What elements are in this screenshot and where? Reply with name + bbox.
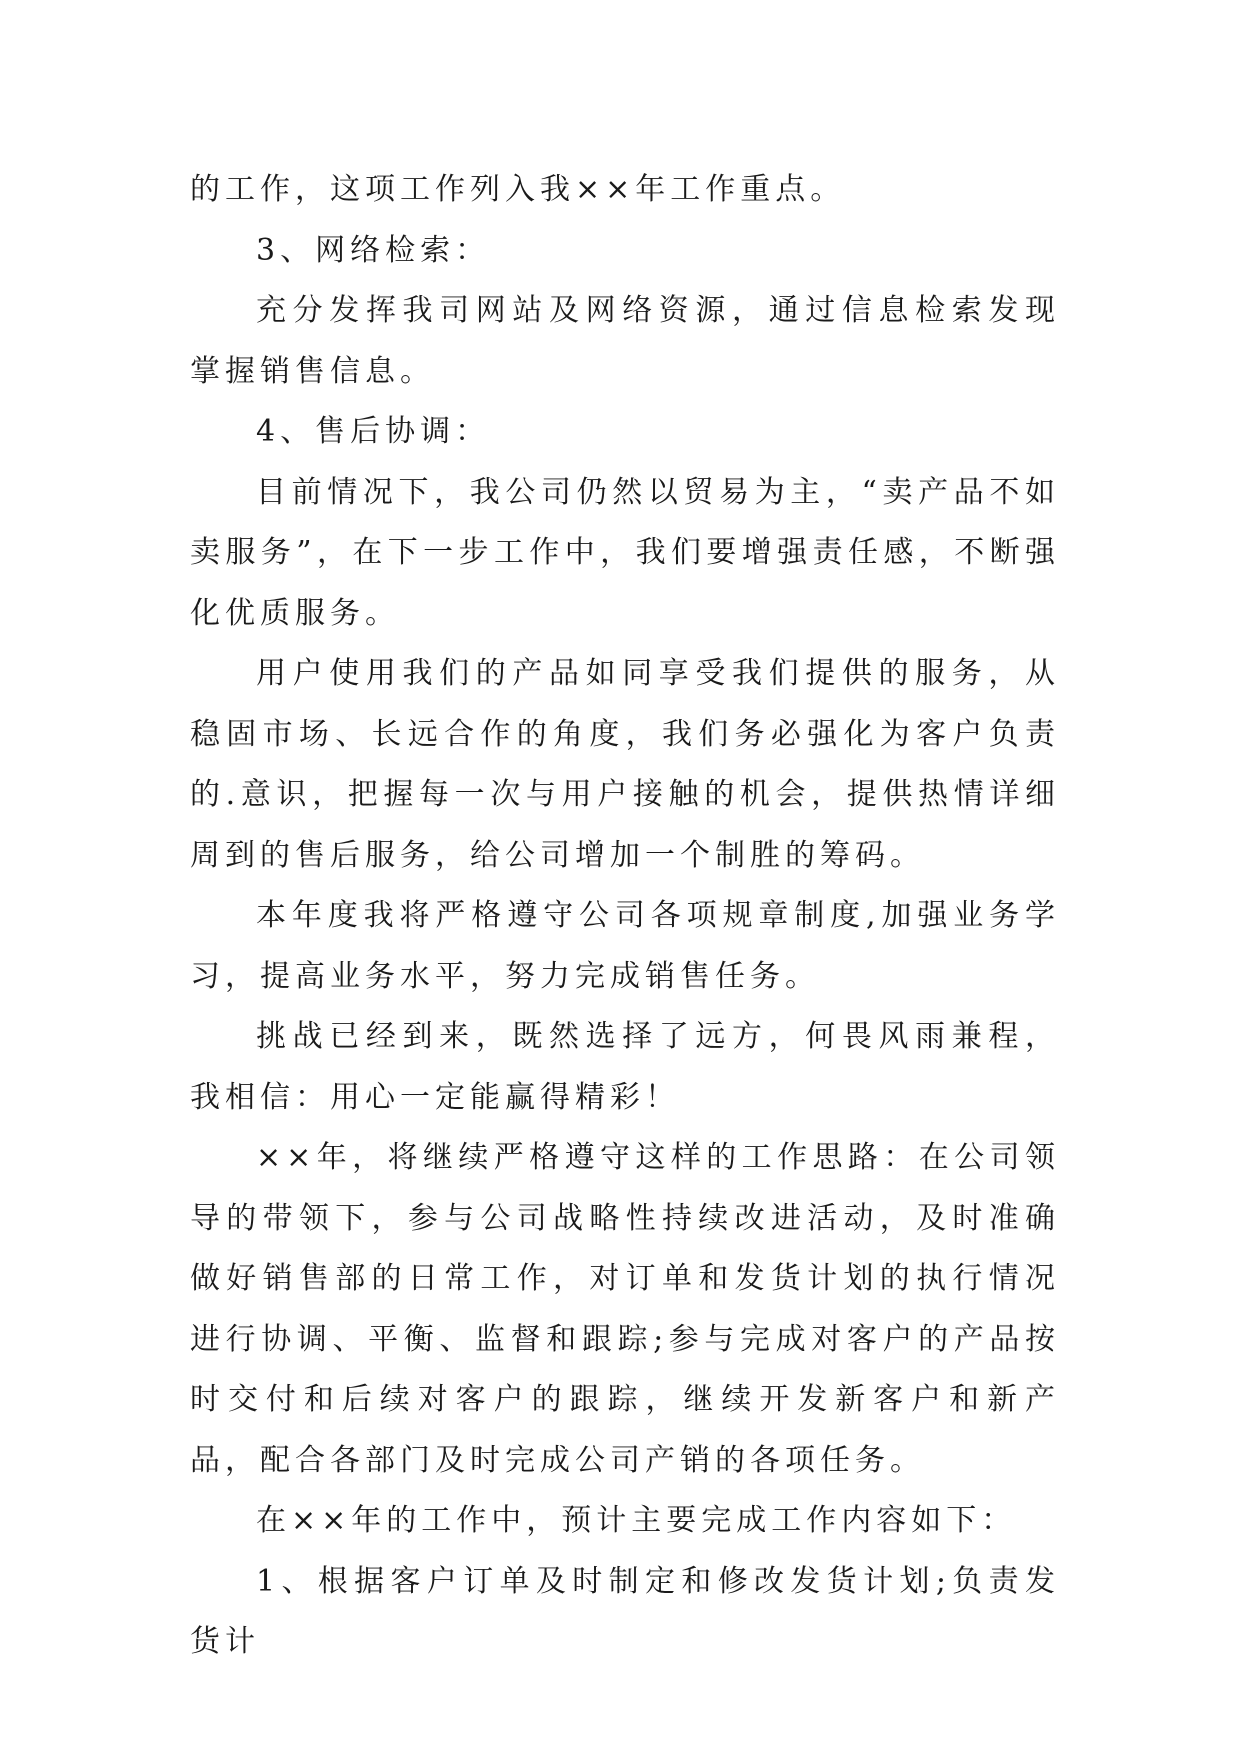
paragraph-work-approach: ××年，将继续严格遵守这样的工作思路：在公司领导的带领下，参与公司战略性持续改进活动，及时准确做好销售部的日常工作，对订单和发货计划的执行情况进行协调、平衡、监督和跟踪;参与完成对客户的产品按时交付和后续对客户的跟踪，继续开发新客户和新产品，配合各部门及时完成公司产销的各项任务。 <box>190 1140 1060 1478</box>
paragraph-customer-service: 用户使用我们的产品如同享受我们提供的服务，从稳固市场、长远合作的角度，我们务必强化为客户负责的.意识，把握每一次与用户接触的机会，提供热情详细周到的售后服务，给公司增加一个制胜的筹码。 <box>190 656 1060 873</box>
paragraph-plan-intro: 在××年的工作中，预计主要完成工作内容如下： <box>256 1503 1017 1538</box>
paragraph-after-sales: 目前情况下，我公司仍然以贸易为主，“卖产品不如卖服务”，在下一步工作中，我们要增强责任感，不断强化优质服务。 <box>190 474 1060 631</box>
heading-after-sales: 4、售后协调： <box>256 414 491 449</box>
heading-network-search: 3、网络检索： <box>256 232 491 268</box>
paragraph-challenge: 挑战已经到来，既然选择了远方，何畏风雨兼程，我相信：用心一定能赢得精彩！ <box>190 1019 1060 1115</box>
paragraph-network-search: 充分发挥我司网站及网络资源，通过信息检索发现掌握销售信息。 <box>190 293 1060 389</box>
paragraph-plan-item-1: 1、根据客户订单及时制定和修改发货计划;负责发货计 <box>190 1563 1060 1659</box>
paragraph-continuation: 的工作，这项工作列入我××年工作重点。 <box>190 172 846 207</box>
document-body <box>190 160 1060 1673</box>
paragraph-annual-commitment: 本年度我将严格遵守公司各项规章制度,加强业务学习，提高业务水平，努力完成销售任务。 <box>190 898 1060 994</box>
